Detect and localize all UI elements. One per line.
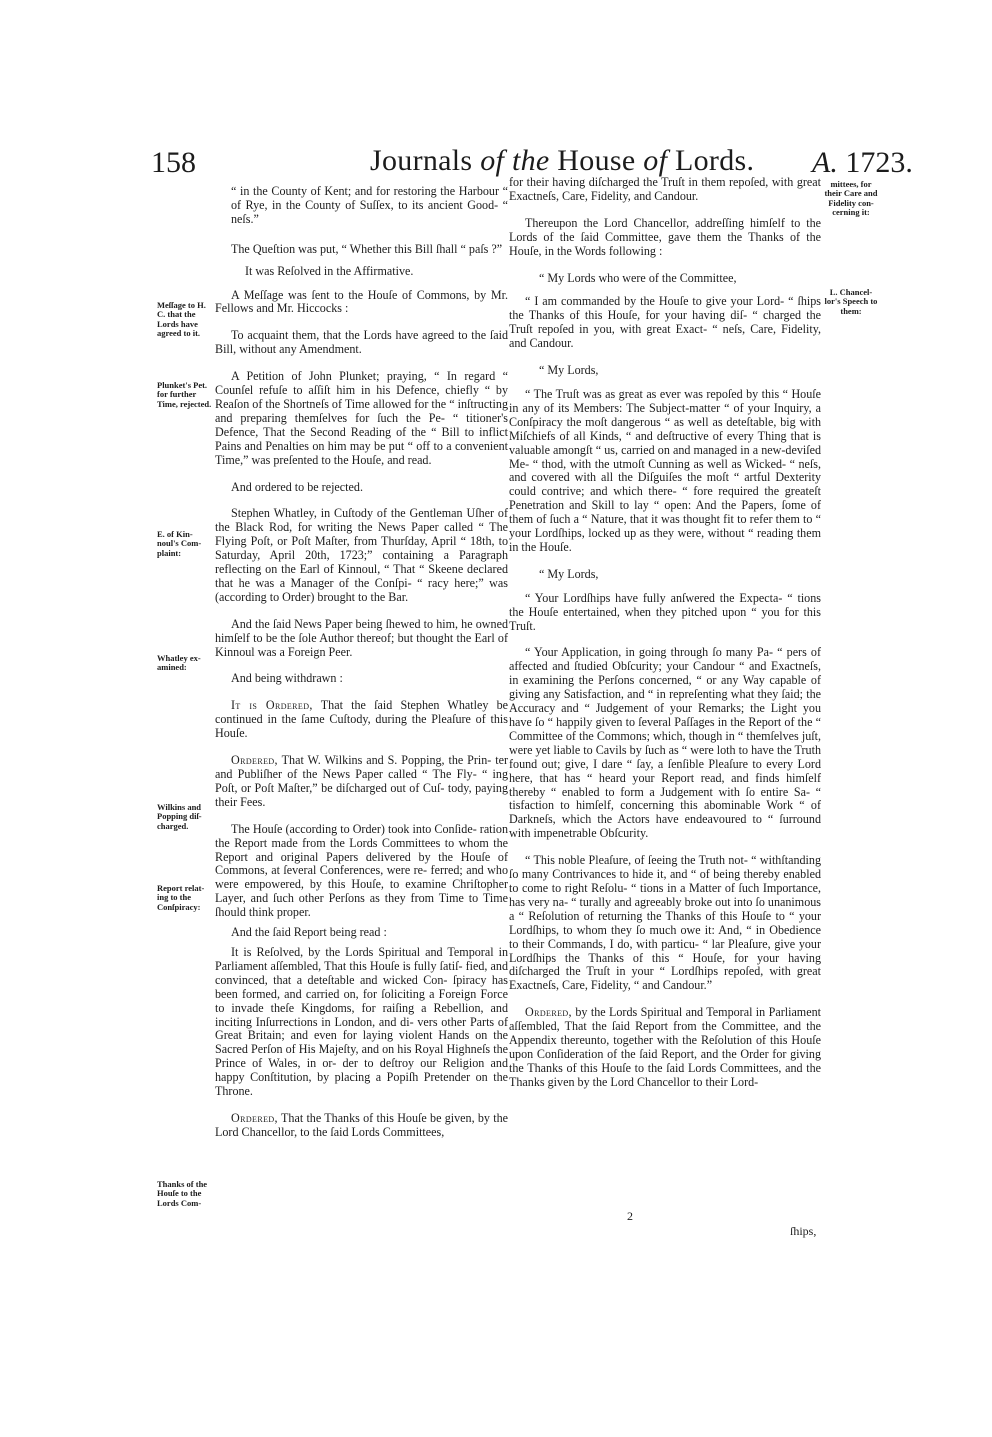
paragraph: It was Reſolved in the Affirmative.: [245, 263, 414, 278]
paragraph: And the ſaid Report being read :: [231, 925, 387, 940]
margin-note: L. Chancel- lor's Speech to them:: [824, 287, 878, 316]
margin-note: Meſſage to H. C. that the Lords have agreed to it.: [157, 300, 206, 339]
paragraph: Stephen Whatley, in Cuſtody of the Gentleman Uſher of the Black Rod, for writing the News Paper called “ The Flying Poſt, or Poſt Maſter, from Thurſday, April “ 18th, to Saturday, April 20th, 1723;” containing a Paragraph reflecting on the Earl of Kinnoul, “ That “ Skeene declared that he was a Manager of the Conſpi- “ racy here;” was (according to Order) brought to the Bar.: [215, 506, 508, 604]
paragraph: Ordered, That the Thanks of this Houſe be given, by the Lord Chancellor, to the ſaid Lords Committees,: [215, 1110, 508, 1139]
paragraph: A Meſſage was ſent to the Houſe of Commons, by Mr. Fellows and Mr. Hiccocks :: [215, 287, 508, 316]
paragraph: It is Ordered, That the ſaid Stephen Whatley be continued in the ſame Cuſtody, during the Pleaſure of this Houſe.: [215, 698, 508, 741]
paragraph: “ I am commanded by the Houſe to give your Lord- “ ſhips the Thanks of this Houſe, for your having diſ- “ charged the Truſt repoſed in you, with great Exact- “ neſs, Care, Fidelity, and Candour.: [509, 294, 821, 351]
year-heading: A. 1723.: [812, 146, 913, 179]
catchword: ſhips,: [790, 1224, 817, 1238]
paragraph: “ My Lords who were of the Committee,: [539, 270, 737, 285]
paragraph: And ordered to be rejected.: [231, 479, 363, 494]
paragraph: Ordered, That W. Wilkins and S. Popping, the Prin- ter and Publiſher of the News Paper called “ The Fly- “ ing Poſt, or Poſt Maſter,” be diſcharged out of Cuſ- tody, paying their Fees.: [215, 753, 508, 809]
journal-title: Journals of the House of Lords.: [370, 144, 755, 177]
paragraph: “ in the County of Kent; and for restoring the Harbour “ of Rye, in the County of Suſſex, to its ancient Good- “ neſs.”: [231, 184, 508, 226]
margin-note: Thanks of the Houſe to the Lords Com-: [157, 1179, 208, 1208]
paragraph: The Queſtion was put, “ Whether this Bill ſhall “ paſs ?”: [231, 241, 503, 256]
margin-note: Report relat- ing to the Conſpiracy:: [157, 883, 205, 912]
paragraph: To acquaint them, that the Lords have agreed to the ſaid Bill, without any Amendment.: [215, 328, 508, 357]
paragraph: And the ſaid News Paper being ſhewed to him, he owned himſelf to be the ſole Author thereof; but thought the Earl of Kinnoul was a Foreign Peer.: [215, 616, 508, 659]
margin-note: Plunket's Pet. for further Time, rejected.: [157, 380, 212, 409]
paragraph: “ Your Lordſhips have fully anſwered the Expecta- “ tions the Houſe entertained, when they pitched upon “ you for this Truſt.: [509, 590, 821, 633]
paragraph: And being withdrawn :: [231, 671, 343, 686]
paragraph: “ My Lords,: [539, 566, 599, 581]
right-column: [509, 176, 821, 1103]
paragraph: for their having diſcharged the Truſt in them repoſed, with great Exactneſs, Care, Fidelity, and Candour.: [509, 175, 821, 203]
margin-note: Wilkins and Popping diſ- charged.: [157, 802, 202, 831]
paragraph: “ This noble Pleaſure, of ſeeing the Truth not- “ withſtanding ſo many Contrivances to hide it, and “ of being thereby enabled to come to right Reſolu- “ tions in a Matter of ſuch Importance, has very na- “ turally and agreeably broke out into ſo unanimous a “ Reſolution of returning the Thanks of this Houſe to “ your Lordſhips, to whom they ſo much owe it: And, “ in Obedience to their Commands, I do, with particu- “ lar Pleaſure, give your Lordſhips the Thanks of this “ Houſe, for your having diſcharged the Truſt in your “ Lordſhips repoſed, with great Exactneſs, Care, Fidelity, “ and Candour.”: [509, 853, 821, 993]
margin-note: Whatley ex- amined:: [157, 653, 201, 673]
page-number: 158: [151, 146, 196, 179]
paragraph: A Petition of John Plunket; praying, “ In regard “ Counſel refuſe to aſſiſt him in his Defence, chiefly “ by Reaſon of the Shortneſs of Time allowed for the “ inſtructing and preparing themſelves for ſuch the Pe- “ titioner's Defence, That the Second Reading of the “ Bill to inflict Pains and Penalties on him may be put “ off to a convenient Time,” was preſented to the Houſe, and read.: [215, 369, 508, 467]
paragraph: Ordered, by the Lords Spiritual and Temporal in Parliament aſſembled, That the ſaid Report from the Committee, and the Appendix thereunto, together with the Reſolution of this Houſe upon Conſideration of the ſaid Report, and the Order for giving the Thanks of this Houſe to the ſaid Lords Committees, and the Thanks given by the Lord Chancellor to their Lord-: [509, 1005, 821, 1089]
paragraph: “ The Truſt was as great as ever was repoſed by this “ Houſe in any of its Members: The Subject-matter “ of your Inquiry, a Conſpiracy the moſt dangerous “ as well as deteſtable, big with Miſchiefs of all Kinds, “ and deſtructive of every Thing that is valuable amongſt “ us, carried on and managed in a new-deviſed Me- “ thod, with the utmoſt Cunning as well as Wicked- “ neſs, and covered with all the Diſguiſes the moſt “ artful Dexterity could contrive; and which there- “ fore required the greateſt Penetration and Skill to lay “ open: And the Papers, ſome of them of ſuch a “ Nature, that it was thought fit to refer them to “ your Lordſhips, locked up as they were, without “ reading them in the Houſe.: [509, 386, 821, 554]
paragraph: Thereupon the Lord Chancellor, addreſſing himſelf to the Lords of the ſaid Committee, gave them the Thanks of the Houſe, in the Words following :: [509, 215, 821, 258]
left-column: [215, 185, 508, 1153]
paragraph: It is Reſolved, by the Lords Spiritual and Temporal in Parliament aſſembled, That this Houſe is fully ſatiſ- fied, and convinced, that a deteſtable and wicked Con- ſpiracy has been formed, and carried on, for ſoliciting a Foreign Force to invade theſe Kingdoms, for raiſing a Rebellion, and inciting Inſurrections in London, and di- vers other Parts of Great Britain; and even for laying violent Hands on the Sacred Perſon of His Majeſty, and on his Royal Highneſs the Prince of Wales, in or- der to deſtroy our Religion and happy Conſtitution, by placing a Popiſh Pretender on the Throne.: [215, 944, 508, 1099]
paragraph: The Houſe (according to Order) took into Conſide- ration the Report made from the Lords Committees to whom the Report and original Papers delivered by the Houſe of Commons, at ſeveral Conferences, were re- ferred; and who were empowered, by this Houſe, to examine Chriſtopher Layer, and ſuch other Perſons as they from Time to Time ſhould think proper.: [215, 821, 508, 920]
running-header: [0, 140, 992, 184]
margin-note: E. of Kin- noul's Com- plaint:: [157, 529, 202, 558]
paragraph: “ My Lords,: [539, 363, 599, 378]
margin-note: mittees, for their Care and Fidelity con- cerning it:: [824, 179, 878, 218]
paragraph: “ Your Application, in going through ſo many Pa- “ pers of affected and ſtudied Obſcurity; your Candour “ and Exactneſs, in examining the Perſons concerned, “ or any Way capable of giving any Satisfaction, and “ in repreſenting what they ſaid; the Accuracy and “ Judgement of your Remarks; the Light you have ſo “ happily given to ſeveral Paſſages in the Report of the “ Committee of the Commons; which, though in “ themſelves juſt, were yet liable to Cavils by ſuch as “ were loth to have the Truth found out; give, I dare “ ſay, a ſenſible Pleaſure to every Lord here, that has “ heard your Report read, and finds himſelf thereby “ enabled to form a Judgement with ſo entire Sa- “ tisfaction to himſelf, concerning this abominable Work “ of Darkneſs, which the Actors have endeavoured to “ ſurround with impenetrable Obſcurity.: [509, 645, 821, 841]
signature-mark: 2: [627, 1209, 633, 1223]
